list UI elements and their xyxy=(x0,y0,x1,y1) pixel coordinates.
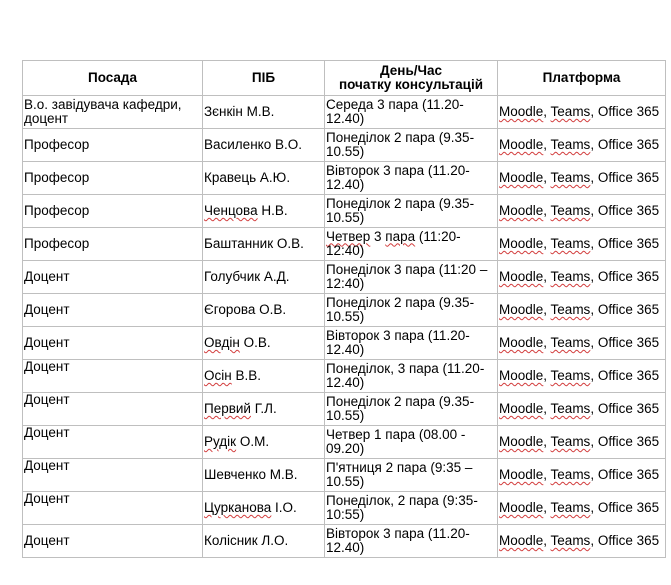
name-surname: Рудік xyxy=(204,433,237,449)
cell-time: Понеділок, 3 пара (11.20-12.40) xyxy=(325,360,498,393)
platform-teams: Teams xyxy=(550,136,591,152)
table-header-row xyxy=(23,61,666,96)
cell-time: Вівторок 3 пара (11.20-12.40) xyxy=(325,162,498,195)
cell-time: Середа 3 пара (11.20-12.40) xyxy=(325,96,498,129)
cell-platform xyxy=(498,261,666,294)
platform-sep: , xyxy=(543,334,551,350)
platform-office: , Office 365 xyxy=(590,268,660,284)
cell-platform xyxy=(498,96,666,129)
platform-moodle: Moodle xyxy=(499,466,544,482)
platform-office: , Office 365 xyxy=(590,103,660,119)
time-num: 3 xyxy=(370,228,386,244)
cell-name: Колісник Л.О. xyxy=(203,525,325,558)
platform-sep: , xyxy=(543,235,551,251)
cell-position: Доцент xyxy=(23,261,203,294)
cell-platform xyxy=(498,327,666,360)
table-row xyxy=(23,525,666,558)
cell-position: В.о. завідувача кафедри, доцент xyxy=(23,96,203,129)
name-initials: О.В. xyxy=(239,334,271,350)
cell-time: Понеділок 2 пара (9.35-10.55) xyxy=(325,294,498,327)
name-initials: Н.В. xyxy=(257,202,288,218)
name-initials: О.М. xyxy=(236,433,270,449)
cell-position: Доцент xyxy=(23,360,203,393)
cell-platform xyxy=(498,525,666,558)
header-time-line2: початку консультацій xyxy=(338,77,483,92)
header-name: ПІБ xyxy=(203,61,325,96)
cell-time: Четвер 1 пара (08.00 - 09.20) xyxy=(325,426,498,459)
platform-office: , Office 365 xyxy=(590,466,660,482)
platform-sep: , xyxy=(543,466,551,482)
cell-platform xyxy=(498,360,666,393)
cell-time: Вівторок 3 пара (11.20-12.40) xyxy=(325,327,498,360)
name-initials: І.О. xyxy=(271,499,297,515)
platform-teams: Teams xyxy=(550,334,591,350)
cell-name xyxy=(203,195,325,228)
platform-moodle: Moodle xyxy=(499,103,544,119)
platform-sep: , xyxy=(543,433,551,449)
platform-office: , Office 365 xyxy=(590,136,660,152)
cell-time: П'ятниця 2 пара (9:35 – 10.55) xyxy=(325,459,498,492)
table-row xyxy=(23,261,666,294)
table-row xyxy=(23,294,666,327)
platform-teams: Teams xyxy=(550,202,591,218)
platform-moodle: Moodle xyxy=(499,268,544,284)
platform-teams: Teams xyxy=(550,532,591,548)
cell-name: Єгорова О.В. xyxy=(203,294,325,327)
platform-sep: , xyxy=(543,169,551,185)
table-row xyxy=(23,360,666,393)
platform-moodle: Moodle xyxy=(499,202,544,218)
cell-name: Голубчик А.Д. xyxy=(203,261,325,294)
platform-teams: Teams xyxy=(550,400,591,416)
name-surname: Цурканова xyxy=(204,499,272,515)
platform-office: , Office 365 xyxy=(590,400,660,416)
platform-teams: Teams xyxy=(550,235,591,251)
header-platform: Платформа xyxy=(498,61,666,96)
cell-position: Професор xyxy=(23,162,203,195)
cell-platform xyxy=(498,195,666,228)
cell-time: Понеділок, 2 пара (9:35-10:55) xyxy=(325,492,498,525)
cell-platform xyxy=(498,426,666,459)
platform-moodle: Moodle xyxy=(499,169,544,185)
cell-name xyxy=(203,327,325,360)
name-surname: Осін xyxy=(204,367,232,383)
platform-teams: Teams xyxy=(550,466,591,482)
platform-teams: Teams xyxy=(550,367,591,383)
platform-teams: Teams xyxy=(550,103,591,119)
cell-platform xyxy=(498,294,666,327)
platform-office: , Office 365 xyxy=(590,532,660,548)
platform-moodle: Moodle xyxy=(499,400,544,416)
platform-office: , Office 365 xyxy=(590,367,660,383)
platform-sep: , xyxy=(543,532,551,548)
cell-name xyxy=(203,360,325,393)
cell-name xyxy=(203,393,325,426)
cell-position: Професор xyxy=(23,228,203,261)
cell-position: Професор xyxy=(23,195,203,228)
cell-time xyxy=(325,228,498,261)
cell-time: Понеділок 2 пара (9.35-10.55) xyxy=(325,393,498,426)
time-para: пара xyxy=(385,228,416,244)
platform-moodle: Moodle xyxy=(499,334,544,350)
platform-office: , Office 365 xyxy=(590,334,660,350)
cell-position: Доцент xyxy=(23,426,203,459)
platform-office: , Office 365 xyxy=(590,433,660,449)
platform-sep: , xyxy=(543,499,551,515)
platform-moodle: Moodle xyxy=(499,532,544,548)
cell-platform xyxy=(498,129,666,162)
cell-name: Кравець А.Ю. xyxy=(203,162,325,195)
cell-position: Доцент xyxy=(23,393,203,426)
header-position: Посада xyxy=(23,61,203,96)
platform-office: , Office 365 xyxy=(590,202,660,218)
cell-position: Доцент xyxy=(23,294,203,327)
platform-sep: , xyxy=(543,400,551,416)
platform-teams: Teams xyxy=(550,499,591,515)
platform-moodle: Moodle xyxy=(499,499,544,515)
table-row xyxy=(23,459,666,492)
platform-sep: , xyxy=(543,268,551,284)
table-row xyxy=(23,393,666,426)
name-surname: Овдін xyxy=(204,334,240,350)
cell-name: Шевченко М.В. xyxy=(203,459,325,492)
name-initials: В.В. xyxy=(231,367,261,383)
platform-teams: Teams xyxy=(550,169,591,185)
name-surname: Ченцова xyxy=(204,202,258,218)
table-row xyxy=(23,96,666,129)
platform-office: , Office 365 xyxy=(590,169,660,185)
platform-office: , Office 365 xyxy=(590,235,660,251)
cell-platform xyxy=(498,228,666,261)
table-row xyxy=(23,129,666,162)
cell-name: Зєнкін М.В. xyxy=(203,96,325,129)
table-row xyxy=(23,195,666,228)
cell-platform xyxy=(498,393,666,426)
cell-position: Доцент xyxy=(23,459,203,492)
cell-time: Вівторок 3 пара (11.20-12.40) xyxy=(325,525,498,558)
name-initials: Г.Л. xyxy=(250,400,277,416)
platform-teams: Teams xyxy=(550,301,591,317)
table-row xyxy=(23,492,666,525)
platform-sep: , xyxy=(543,301,551,317)
platform-sep: , xyxy=(543,202,551,218)
header-time-line1: День/Час xyxy=(380,62,442,78)
platform-moodle: Moodle xyxy=(499,136,544,152)
table-row xyxy=(23,327,666,360)
cell-position: Доцент xyxy=(23,492,203,525)
time-day: Четвер xyxy=(326,228,371,244)
cell-name xyxy=(203,426,325,459)
cell-name xyxy=(203,492,325,525)
table-row xyxy=(23,426,666,459)
cell-platform xyxy=(498,162,666,195)
platform-office: , Office 365 xyxy=(590,499,660,515)
table-row xyxy=(23,162,666,195)
cell-time: Понеділок 3 пара (11:20 – 12:40) xyxy=(325,261,498,294)
consultation-schedule-table xyxy=(22,60,666,558)
cell-time: Понеділок 2 пара (9.35-10.55) xyxy=(325,195,498,228)
cell-position: Професор xyxy=(23,129,203,162)
platform-moodle: Moodle xyxy=(499,367,544,383)
platform-teams: Teams xyxy=(550,433,591,449)
cell-platform xyxy=(498,492,666,525)
platform-sep: , xyxy=(543,103,551,119)
cell-time: Понеділок 2 пара (9.35-10.55) xyxy=(325,129,498,162)
platform-sep: , xyxy=(543,136,551,152)
table-row xyxy=(23,228,666,261)
cell-platform xyxy=(498,459,666,492)
platform-teams: Teams xyxy=(550,268,591,284)
platform-office: , Office 365 xyxy=(590,301,660,317)
cell-name: Баштанник О.В. xyxy=(203,228,325,261)
platform-sep: , xyxy=(543,367,551,383)
cell-position: Доцент xyxy=(23,327,203,360)
platform-moodle: Moodle xyxy=(499,433,544,449)
platform-moodle: Moodle xyxy=(499,301,544,317)
time-range: (11:20-12:40) xyxy=(326,228,461,258)
name-surname: Первий xyxy=(204,400,251,416)
cell-name: Василенко В.О. xyxy=(203,129,325,162)
header-time xyxy=(325,61,498,96)
platform-moodle: Moodle xyxy=(499,235,544,251)
cell-position: Доцент xyxy=(23,525,203,558)
